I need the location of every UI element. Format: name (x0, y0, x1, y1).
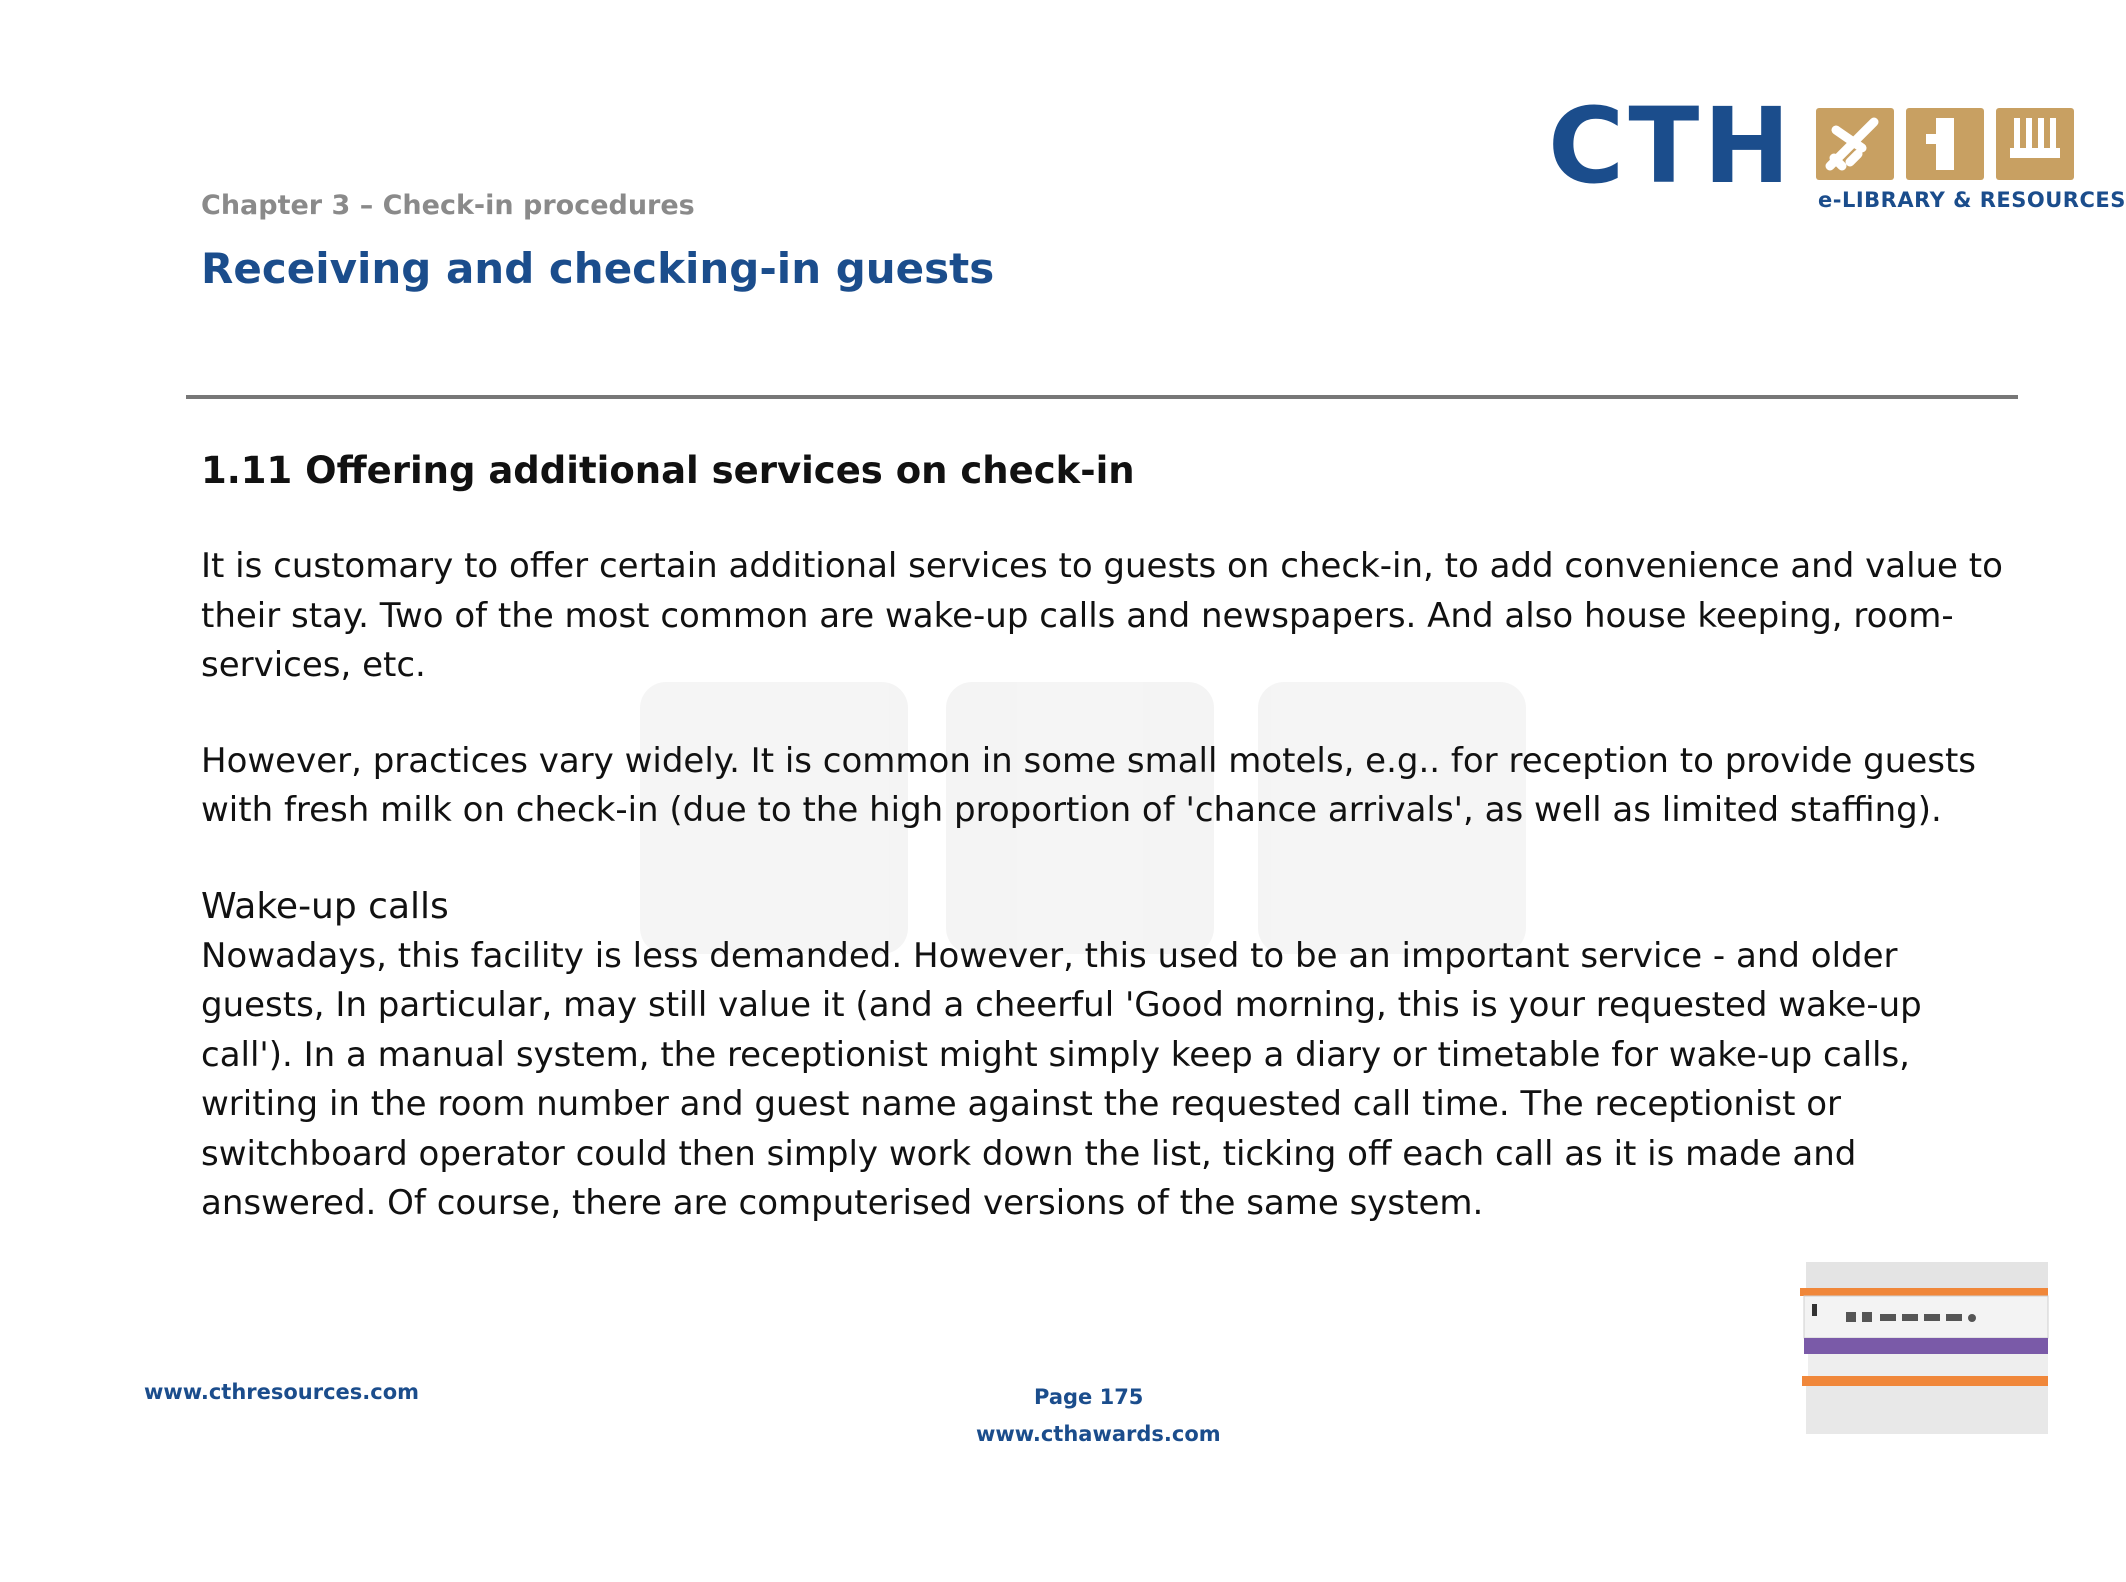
footer-awards-link[interactable]: www.cthawards.com (976, 1422, 1221, 1446)
main-content (201, 446, 2011, 1229)
chapter-label: Chapter 3 – Check-in procedures (201, 190, 695, 221)
page-title: Receiving and checking-in guests (201, 244, 995, 293)
subheading-wake-up-calls: Wake-up calls (201, 885, 449, 927)
page-number: Page 175 (1034, 1385, 1144, 1409)
paragraph-wake-up-calls: Nowadays, this facility is less demanded. However, this used to be an important service - and older guests, In particular, may still value it (and a cheerful 'Good morning, this is your requested wake-up call'). In a manual system, the receptionist might simply keep a diary or timetable for wake-up calls, writing in the room number and guest name against the requested call time. The receptionist or switchboard operator could then simply work down the list, ticking off each call as it is made and answered. Of course, there are computerised versions of the same system. (201, 935, 1922, 1223)
bed-icon (1906, 108, 1984, 180)
logo-wordmark: CTH (1548, 85, 1795, 207)
cth-logo (1548, 85, 2126, 220)
plane-icon (1816, 108, 1894, 180)
section-heading: 1.11 Offering additional services on check-in (201, 449, 1135, 492)
logo-tagline: e-LIBRARY & RESOURCES (1818, 188, 2126, 212)
paragraph-practices: However, practices vary widely. It is common in some small motels, e.g.. for reception to provide guests with fresh milk on check-in (due to the high proportion of 'chance arrivals', as well as limited staffing). (201, 740, 1976, 830)
footer-resources-link[interactable]: www.cthresources.com (144, 1380, 420, 1404)
header-divider (186, 395, 2018, 399)
books-illustration (1800, 1262, 2048, 1434)
fork-icon (1996, 108, 2074, 180)
paragraph-intro: It is customary to offer certain additional services to guests on check-in, to add convenience and value to their stay. Two of the most common are wake-up calls and newspapers. And also house keeping, room-services, etc. (201, 546, 2003, 685)
